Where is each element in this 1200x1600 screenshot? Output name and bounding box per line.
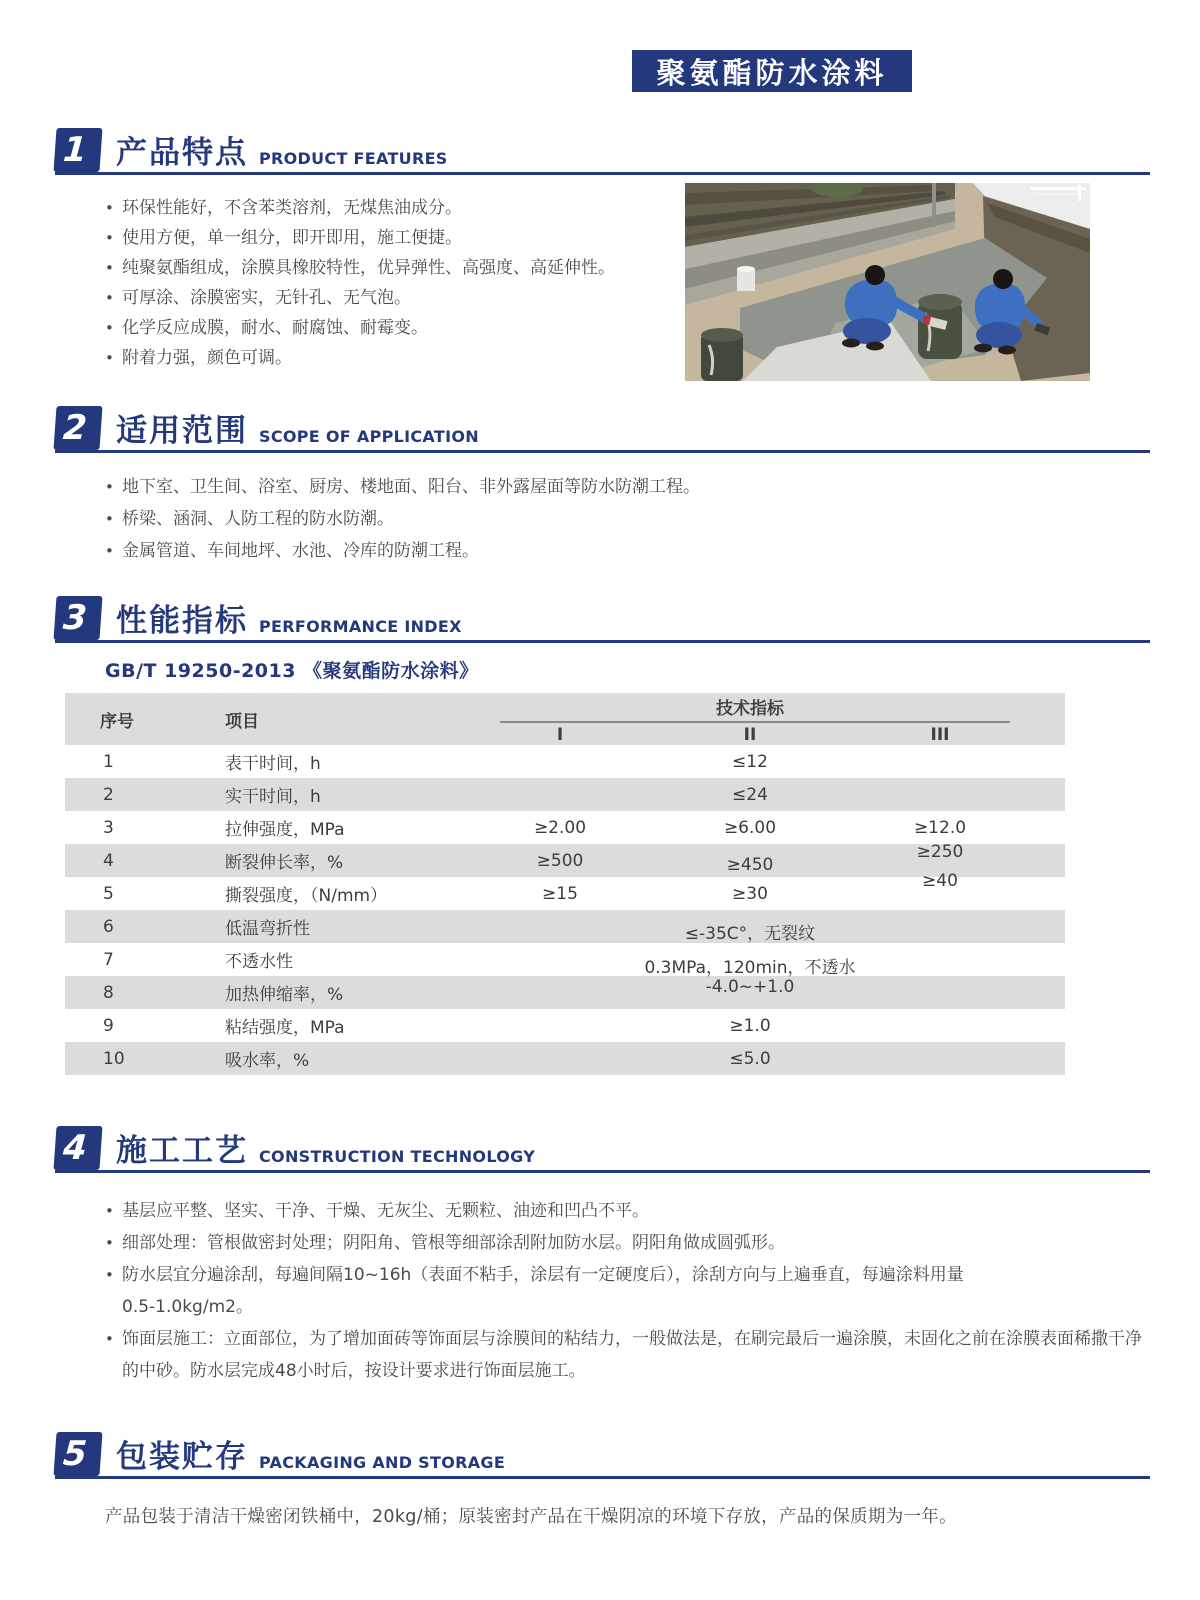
table-row: 2 实干时间，h ≤24	[65, 778, 1065, 811]
column-header-tech-group	[465, 693, 1035, 745]
section-header	[55, 1432, 1150, 1479]
packaging-description: 产品包装于清洁干燥密闭铁桶中，20kg/桶；原装密封产品在干燥阴凉的环境下存放，产品的保质期为一年。	[105, 1507, 957, 1527]
column-header-grade-2: II	[743, 725, 757, 745]
column-header-tech: 技术指标	[716, 699, 784, 719]
section-subtitle: SCOPE OF APPLICATION	[259, 427, 479, 446]
table-row: 1 表干时间，h ≤12	[103, 751, 768, 774]
section-performance-index	[55, 596, 1150, 1075]
section-title: 产品特点	[116, 135, 248, 171]
scope-list	[55, 471, 1150, 567]
table-row: 8 加热伸缩率，% -4.0~+1.0	[65, 976, 1065, 1009]
section-title: 性能指标	[116, 603, 248, 639]
list-item: • 桥梁、涵洞、人防工程的防水防潮。	[105, 503, 1150, 535]
section-number-badge: 1	[53, 128, 102, 172]
list-item: • 环保性能好，不含苯类溶剂，无煤焦油成分。	[105, 193, 1150, 223]
product-photo	[685, 183, 1090, 381]
performance-table	[65, 693, 1065, 1075]
section-number-badge: 5	[53, 1432, 102, 1476]
column-header-grade-3: III	[930, 725, 950, 745]
standard-reference: GB/T 19250-2013 《聚氨酯防水涂料》	[105, 660, 479, 682]
workers-coating-roof-illustration	[685, 183, 1090, 381]
table-row: 10 吸水率，% ≤5.0	[65, 1042, 1065, 1075]
list-item: • 纯聚氨酯组成，涂膜具橡胶特性，优异弹性、高强度、高延伸性。	[105, 253, 1150, 283]
table-row: 6 低温弯折性 ≤-35C°，无裂纹	[65, 910, 1065, 943]
section-construction-technology	[55, 1126, 1150, 1387]
list-item: • 细部处理：管根做密封处理；阴阳角、管根等细部涂刮附加防水层。阴阳角做成圆弧形。	[105, 1227, 1145, 1259]
section-title: 施工工艺	[116, 1133, 248, 1169]
section-subtitle: PACKAGING AND STORAGE	[259, 1453, 506, 1472]
table-row: 9 粘结强度，MPa ≥1.0	[103, 1015, 771, 1038]
table-row: 7 不透水性 0.3MPa，120min，不透水	[103, 949, 856, 978]
section-subtitle: CONSTRUCTION TECHNOLOGY	[259, 1147, 536, 1166]
section-number-badge: 3	[53, 596, 102, 640]
section-subtitle: PRODUCT FEATURES	[259, 149, 448, 168]
list-item: • 饰面层施工：立面部位，为了增加面砖等饰面层与涂膜间的粘结力，一般做法是，在刷完最后一遍涂膜，未固化之前在涂膜表面稀撒干净的中砂。防水层完成48小时后，按设计要求进行饰面层施工。	[105, 1323, 1145, 1387]
list-item: • 附着力强，颜色可调。	[105, 343, 1150, 373]
list-item: • 化学反应成膜，耐水、耐腐蚀、耐霉变。	[105, 313, 1150, 343]
section-title: 包装贮存	[116, 1439, 248, 1475]
list-item: • 防水层宜分遍涂刮，每遍间隔10~16h（表面不粘手，涂层有一定硬度后），涂刮方向与上遍垂直，每遍涂料用量0.5-1.0kg/m2。	[105, 1259, 965, 1323]
section-header	[55, 406, 1150, 453]
section-packaging-storage	[55, 1432, 1150, 1528]
section-number-badge: 4	[53, 1126, 102, 1170]
table-row: 5 撕裂强度，（N/mm） ≥15 ≥30 ≥40	[103, 870, 958, 906]
section-header	[55, 1126, 1150, 1173]
list-item: • 可厚涂、涂膜密实，无针孔、无气泡。	[105, 283, 1150, 313]
section-scope-of-application	[55, 406, 1150, 567]
table-row: 3 拉伸强度，MPa ≥2.00 ≥6.00 ≥12.0	[103, 817, 967, 840]
section-number-badge: 2	[53, 406, 102, 450]
list-item: • 使用方便，单一组分，即开即用，施工便捷。	[105, 223, 1150, 253]
table-row: 4 断裂伸长率，% ≥500 ≥450 ≥250	[65, 844, 1065, 877]
section-product-features	[55, 128, 1150, 373]
product-title-bar: 聚氨酯防水涂料	[632, 50, 912, 92]
construction-steps-list	[55, 1195, 1150, 1387]
list-item: • 基层应平整、坚实、干净、干燥、无灰尘、无颗粒、油迹和凹凸不平。	[105, 1195, 1145, 1227]
table-header-row	[65, 693, 1065, 745]
list-item: • 地下室、卫生间、浴室、厨房、楼地面、阳台、非外露屋面等防水防潮工程。	[105, 471, 1150, 503]
section-subtitle: PERFORMANCE INDEX	[259, 617, 462, 636]
section-header	[55, 128, 1150, 175]
column-header-item: 项目	[225, 711, 259, 732]
column-header-no: 序号	[100, 711, 134, 732]
column-header-grade-1: I	[556, 725, 564, 745]
section-header	[55, 596, 1150, 643]
list-item: • 金属管道、车间地坪、水池、冷库的防潮工程。	[105, 535, 1150, 567]
section-title: 适用范围	[116, 413, 248, 449]
